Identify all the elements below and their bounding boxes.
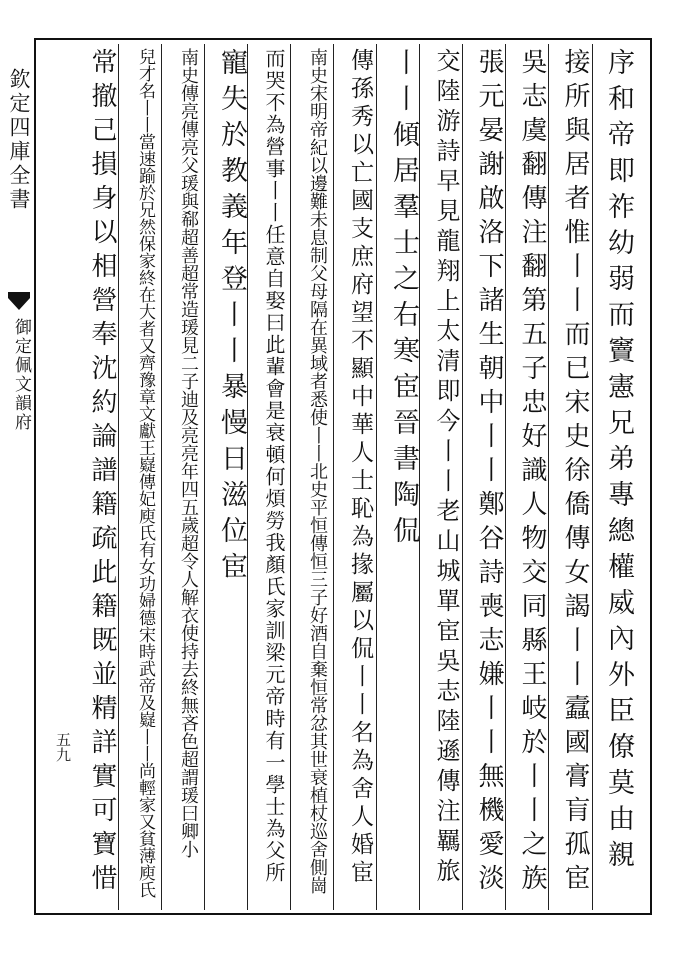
text-column-11: 南史傳亮傳亮父瑗與郗超善超常造瑗見二子迪及亮亮年四五歲超令人解衣使持去終無吝色超謂瑗曰卿小	[178, 48, 199, 858]
text-column-12: 兒才名丨丨當速踰於兄然保家終在大者又齊豫章文獻王嶷傳妃庾氏有女功婦德宋時武帝及嶷丨丨尚輕家又貧薄庾氏	[135, 48, 155, 898]
text-column-8: 南史宋明帝紀以邊難未息制父母隔在異域者悉使丨丨北史平恒傳恒三子好酒自棄恒常忿其世衰植杖巡舍側崗	[307, 48, 328, 894]
text-column-13: 常撤己損身以相營奉沈約論譜籍疏此籍既並精詳實可寶惜	[87, 48, 117, 898]
book-title-margin: 欽定四庫全書	[7, 68, 31, 212]
text-column-7: 傳孫秀以亡國支庶府望不顯中華人士恥為掾屬以侃丨丨名為舍人婚宦	[347, 48, 373, 888]
text-column-5: 交陸游詩早見龍翔上太清即今丨丨老山城單宦吳志陸遜傳注羈旅	[432, 48, 460, 888]
text-column-3: 吳志虞翻傳注翻第五子忠好識人物交同縣王岐於丨丨之族	[517, 48, 547, 898]
text-column-10: 寵失於教義年登丨丨暴慢日滋位宦	[216, 48, 247, 588]
text-column-4: 張元晏謝啟洛下諸生朝中丨丨鄭谷詩喪志嫌丨丨無機愛淡	[474, 48, 504, 898]
page-number: 五九	[54, 732, 72, 762]
text-column-2: 接所與居者惟丨丨而已宋史徐僑傳女謁丨丨蠧國膏肓孤宦	[560, 48, 590, 898]
text-column-1: 序和帝即祚幼弱而竇憲兄弟專總權威內外臣僚莫由親	[603, 48, 634, 876]
text-column-6: 丨丨傾居羣士之右寒宦晉書陶侃	[388, 48, 419, 552]
text-column-9: 而哭不為營事丨丨任意自娶曰此輩會是衰頓何煩勞我顏氏家訓梁元帝時有一學士為父所	[262, 48, 286, 884]
work-title-margin: 御定佩文韻府	[11, 318, 31, 432]
fishtail-ornament-icon	[6, 290, 32, 312]
